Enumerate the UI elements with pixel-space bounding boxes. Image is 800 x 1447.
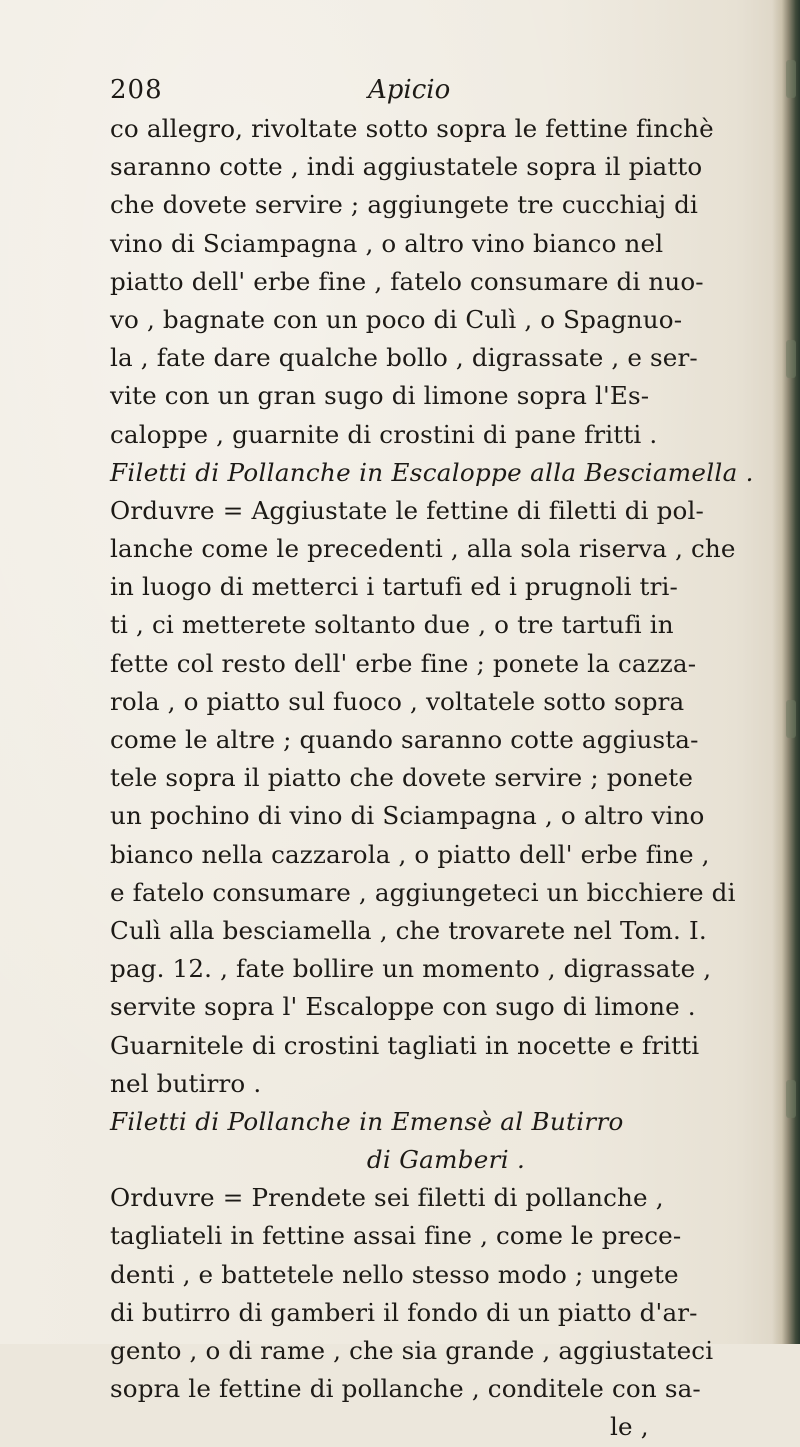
text-line: ti , ci metterete soltanto due , o tre tartufi in — [110, 610, 674, 640]
recipe-heading-continued: di Gamberi . — [366, 1145, 526, 1175]
text-line: tele sopra il piatto che dovete servire ; ponete — [110, 763, 694, 793]
edge-stain — [786, 1080, 796, 1118]
page-header — [110, 75, 710, 115]
edge-stain — [786, 60, 796, 98]
text-line: in luogo di metterci i tartufi ed i prugnoli tri- — [110, 572, 678, 602]
recipe-heading: Filetti di Pollanche in Escaloppe alla Besciamella . — [110, 457, 754, 487]
text-line: vo , bagnate con un poco di Culì , o Spagnuo- — [110, 304, 683, 334]
body-text — [110, 110, 782, 1447]
text-line: gento , o di rame , che sia grande , aggiustateci — [110, 1336, 714, 1365]
text-line: e fatelo consumare , aggiungeteci un bicchiere di — [110, 877, 736, 907]
text-line: rola , o piatto sul fuoco , voltatele sotto sopra — [110, 686, 685, 716]
text-line: Orduvre = Aggiustate le fettine di filetti di pol- — [110, 495, 704, 525]
text-line: piatto dell' erbe fine , fatelo consumare di nuo- — [110, 266, 704, 296]
edge-stain — [786, 700, 796, 738]
recipe-heading: Filetti di Pollanche in Emensè al Butirro — [110, 1106, 624, 1136]
text-line: caloppe , guarnite di crostini di pane fritti . — [110, 419, 658, 449]
text-line: lanche come le precedenti , alla sola riserva , che — [110, 534, 736, 564]
text-line: vite con un gran sugo di limone sopra l'Es- — [110, 381, 650, 411]
text-line: pag. 12. , fate bollire un momento , digrassate , — [110, 954, 712, 984]
text-line: bianco nella cazzarola , o piatto dell' erbe fine , — [110, 839, 710, 869]
text-line: le , — [610, 1412, 649, 1442]
text-line: vino di Sciampagna , o altro vino bianco nel — [110, 228, 664, 258]
text-line: sopra le fettine di pollanche , conditele con sa- — [110, 1374, 701, 1404]
running-title: Apicio — [368, 75, 451, 105]
edge-stain — [786, 340, 796, 378]
text-line: nel butirro . — [110, 1068, 262, 1098]
text-line: saranno cotte , indi aggiustatele sopra il piatto — [110, 152, 703, 182]
text-line: che dovete servire ; aggiungete tre cucchiaj di — [110, 190, 699, 220]
text-line: co allegro, rivoltate sotto sopra le fettine finchè — [110, 114, 714, 143]
text-line: tagliateli in fettine assai fine , come le prece- — [110, 1221, 682, 1251]
text-line: di butirro di gamberi il fondo di un piatto d'ar- — [110, 1297, 698, 1327]
text-line: la , fate dare qualche bollo , digrassate , e ser- — [110, 343, 698, 373]
text-line: Orduvre = Prendete sei filetti di pollanche , — [110, 1183, 664, 1213]
text-line: un pochino di vino di Sciampagna , o altro vino — [110, 801, 705, 831]
text-line: servite sopra l' Escaloppe con sugo di limone . — [110, 992, 696, 1022]
text-line: Guarnitele di crostini tagliati in nocette e fritti — [110, 1030, 700, 1060]
text-line: come le altre ; quando saranno cotte aggiusta- — [110, 725, 699, 754]
text-line: Culì alla besciamella , che trovarete nel Tom. I. — [110, 915, 707, 945]
text-line: denti , e battetele nello stesso modo ; ungete — [110, 1259, 679, 1289]
text-line: fette col resto dell' erbe fine ; ponete la cazza- — [110, 648, 697, 678]
page-number: 208 — [110, 75, 163, 105]
